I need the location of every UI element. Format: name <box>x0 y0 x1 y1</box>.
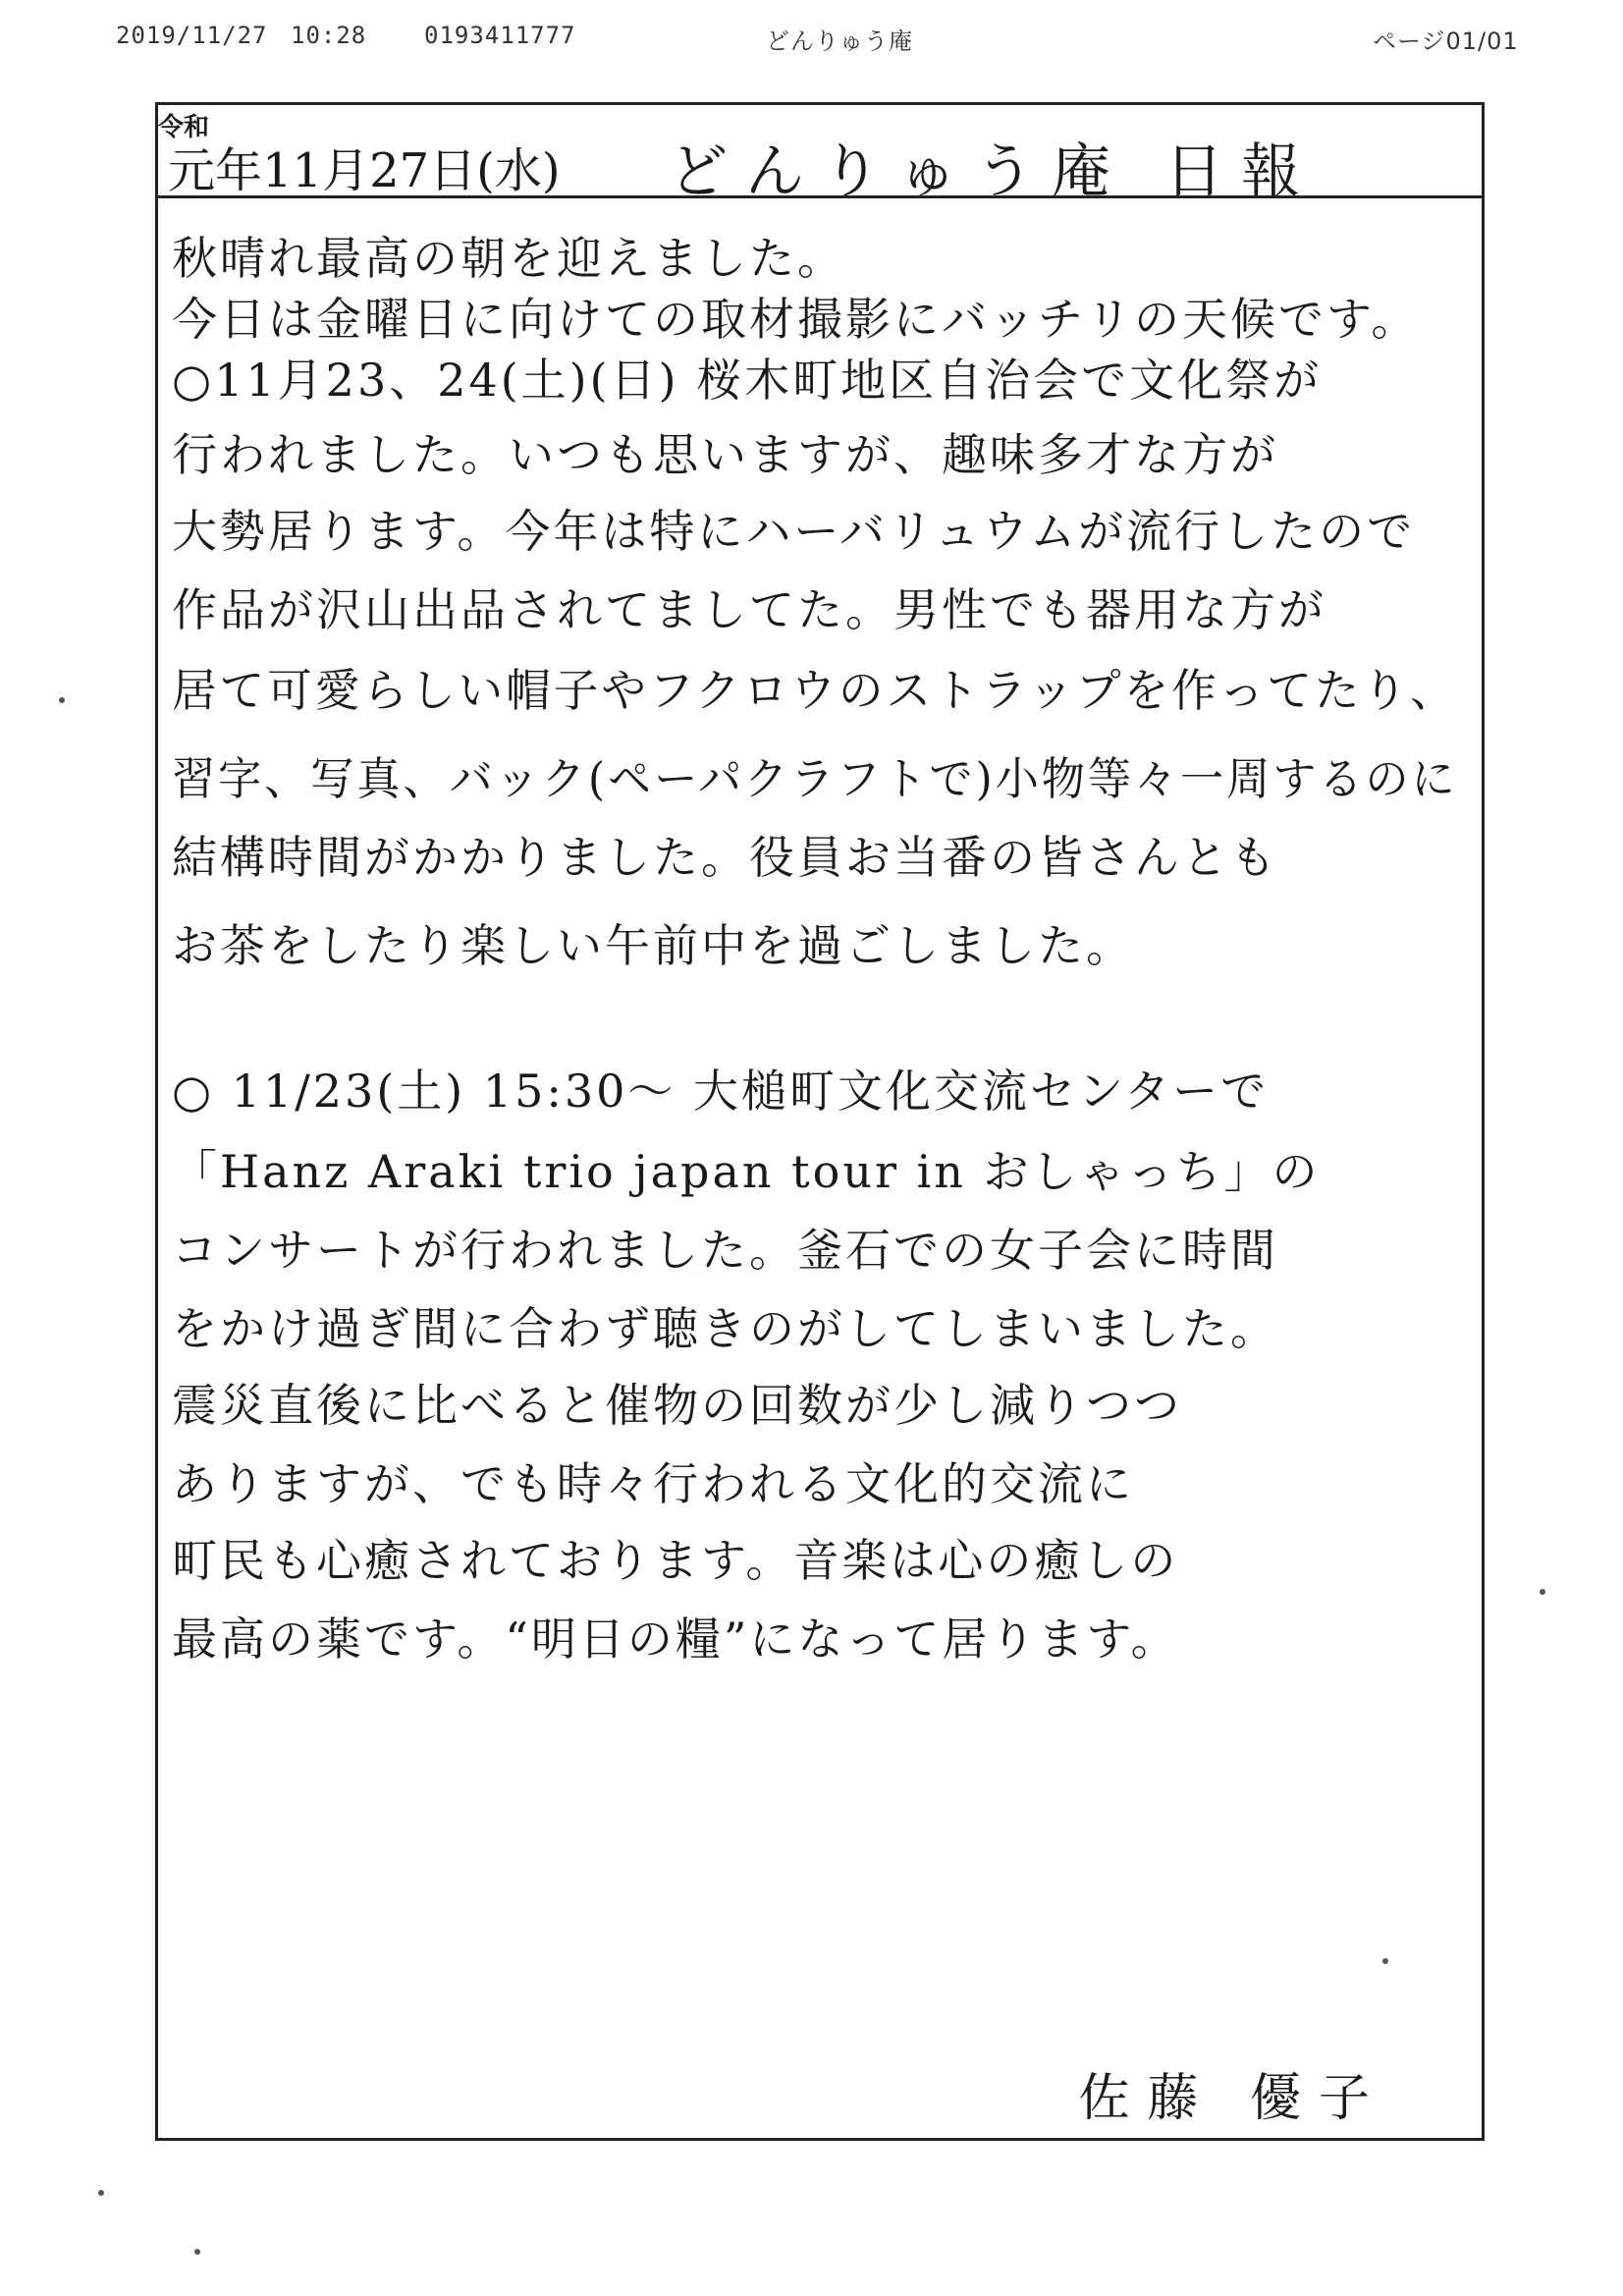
body-line: 習字、写真、バック(ペーパクラフトで)小物等々一周するのに <box>172 752 1458 805</box>
body-line: 居て可愛らしい帽子やフクロウのストラップを作ってたり、 <box>172 664 1458 717</box>
body-line: 作品が沢山出品されてましてた。男性でも器用な方が <box>172 583 1326 636</box>
fax-page-count: ページ01/01 <box>1373 27 1519 55</box>
body-line: 大勢居ります。今年は特にハーバリュウムが流行したので <box>172 505 1416 558</box>
fax-header <box>0 22 1623 61</box>
era-name: 令和 <box>158 113 210 142</box>
scan-speck <box>194 2249 200 2255</box>
body-line: ○11月23、24(土)(日) 桜木町地区自治会で文化祭が <box>172 354 1323 407</box>
body-line: 秋晴れ最高の朝を迎えました。 <box>172 232 845 285</box>
body-line: 結構時間がかかりました。役員お当番の皆さんとも <box>172 831 1278 884</box>
fax-number: 0193411777 <box>424 22 576 49</box>
body-line: お茶をしたり楽しい午前中を過ごしました。 <box>172 919 1134 972</box>
scan-speck <box>98 2190 104 2196</box>
scan-speck <box>1382 1958 1388 1964</box>
body-line: 「Hanz Araki trio japan tour in おしゃっち」の <box>172 1145 1321 1198</box>
body-line: コンサートが行われました。釜石での女子会に時間 <box>172 1224 1278 1277</box>
fax-date: 2019/11/27 <box>116 22 268 49</box>
body-line: ○ 11/23(土) 15:30〜 大槌町文化交流センターで <box>172 1065 1270 1118</box>
fax-time: 10:28 <box>291 22 367 49</box>
scan-speck <box>1540 1589 1545 1595</box>
scan-speck <box>59 697 65 703</box>
report-date: 元年11月27日(水) <box>168 143 561 198</box>
body-line: 最高の薬です。“明日の糧”になって居ります。 <box>172 1613 1179 1666</box>
body-line: 今日は金曜日に向けての取材撮影にバッチリの天候です。 <box>172 293 1420 346</box>
body-line: ありますが、でも時々行われる文化的交流に <box>172 1457 1134 1510</box>
body-line: 震災直後に比べると催物の回数が少し減りつつ <box>172 1379 1182 1432</box>
report-sheet <box>155 102 1485 2141</box>
report-title: どんりゅう庵 日報 <box>669 137 1319 206</box>
body-line: 町民も心癒されております。音楽は心の癒しの <box>172 1534 1179 1587</box>
body-line: をかけ過ぎ間に合わず聴きのがしてしまいました。 <box>172 1302 1278 1355</box>
report-title-row <box>158 105 1482 206</box>
body-line: 行われました。いつも思いますが、趣味多才な方が <box>172 428 1278 481</box>
signature: 佐藤 優子 <box>1078 2069 1387 2128</box>
fax-sender: どんりゅう庵 <box>766 27 913 55</box>
